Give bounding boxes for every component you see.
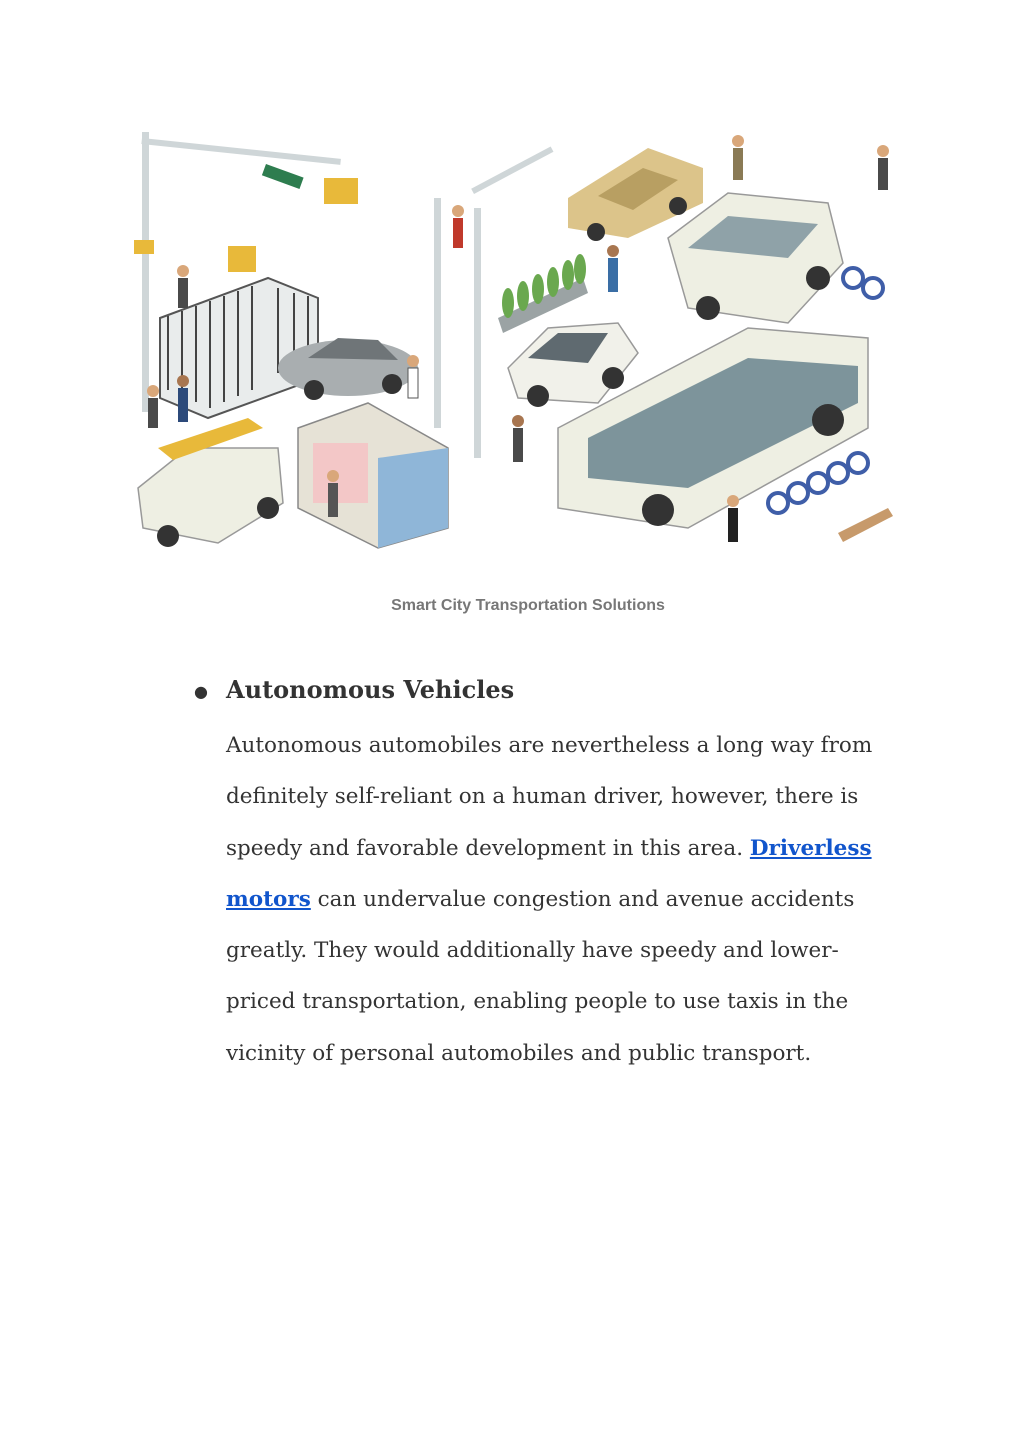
white-suv: [508, 323, 638, 407]
city-transport-illustration: [128, 128, 896, 560]
section-paragraph: [226, 720, 906, 1079]
bench: [838, 508, 893, 542]
utility-van: [138, 418, 283, 547]
article-section: [190, 672, 910, 1079]
paragraph-text-start: Autonomous automobiles are nevertheless a long way from definitely self-reliant on a human driver, however, there is speedy and favorable development in this area.: [226, 733, 873, 861]
news-kiosk: [298, 403, 448, 548]
section-heading: Autonomous Vehicles: [226, 675, 515, 704]
white-van: [668, 193, 843, 323]
figure-caption: Smart City Transportation Solutions: [391, 597, 665, 614]
driverless-motors-link[interactable]: Driverless motors: [226, 835, 872, 912]
hedge-planter: [498, 254, 588, 333]
bullet-marker: ●: [194, 682, 208, 701]
paragraph-text-end: can undervalue congestion and avenue accidents greatly. They would additionally have speedy and lower-priced transportation, enabling people to use taxis in the vicinity of personal automobiles and public transport.: [226, 886, 855, 1066]
